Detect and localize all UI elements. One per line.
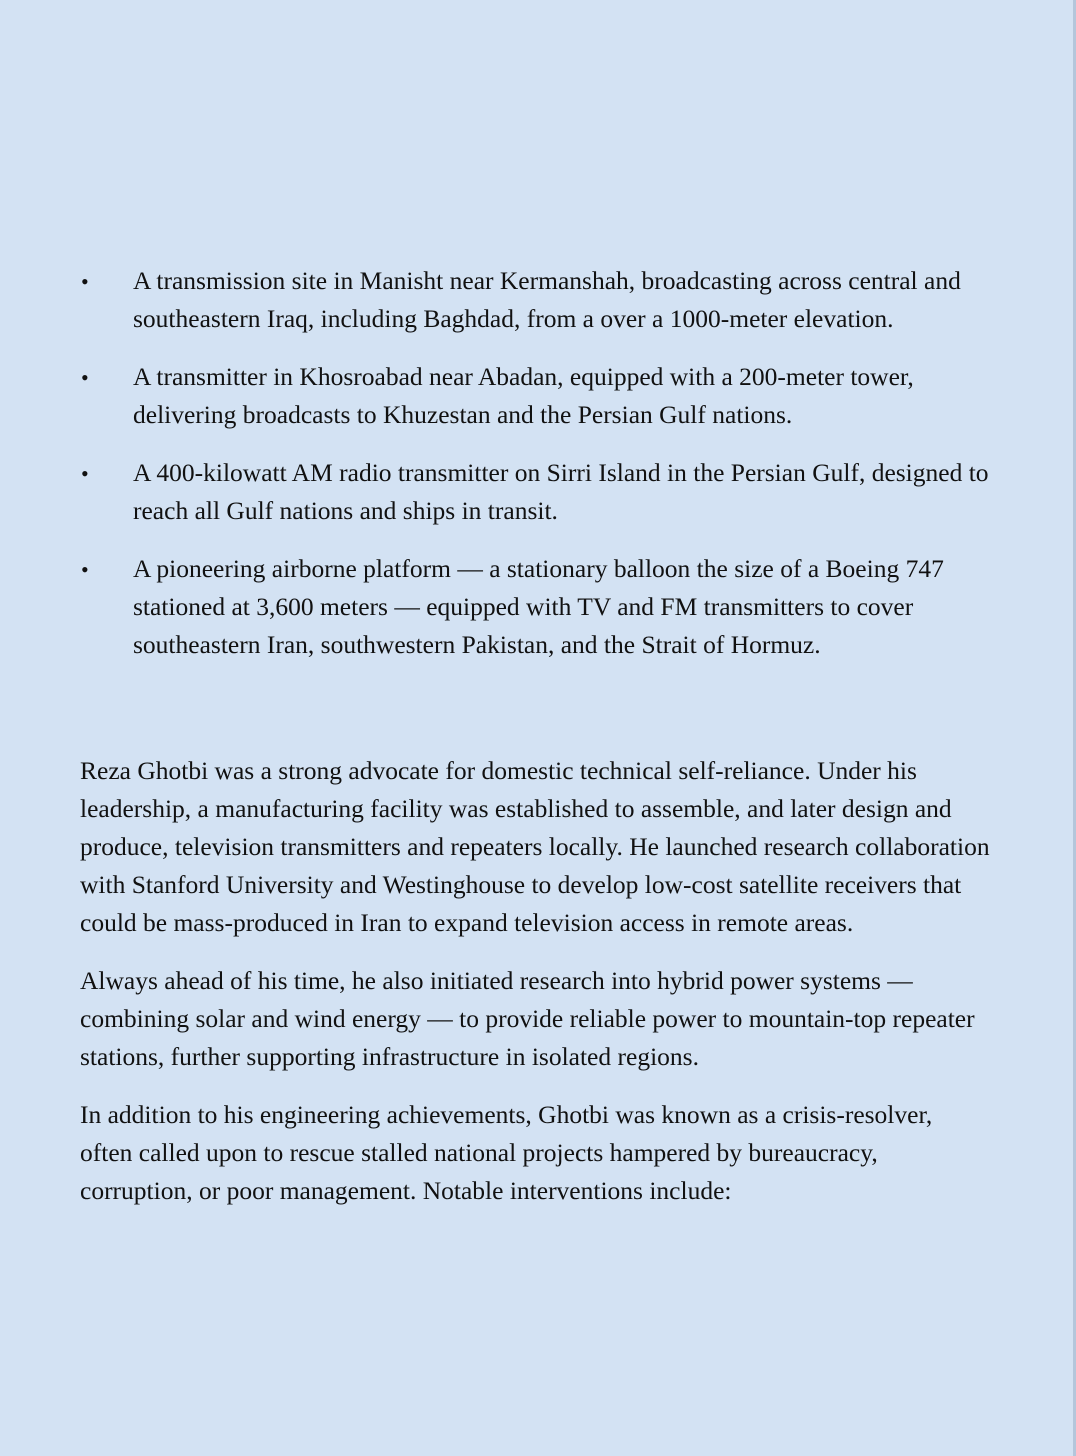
- bullet-item-airborne-platform: [80, 550, 990, 664]
- bullet-item-manisht: [80, 262, 990, 338]
- bullet-dot-icon: •: [81, 461, 89, 486]
- bullet-text: A transmitter in Khosroabad near Abadan, equipped with a 200-meter tower, delivering broadcasts to Khuzestan and the Persian Gulf nations.: [133, 362, 914, 429]
- bullet-dot-icon: •: [81, 557, 89, 582]
- bullet-item-sirri-island: [80, 454, 990, 530]
- bullet-text: A transmission site in Manisht near Kermanshah, broadcasting across central and southeastern Iraq, including Baghdad, from a over a 1000-meter elevation.: [133, 266, 961, 333]
- bullet-dot-icon: •: [81, 365, 89, 390]
- paragraph-hybrid-power: Always ahead of his time, he also initiated research into hybrid power systems — combining solar and wind energy — to provide reliable power to mountain-top repeater stations, further supporting infrastructure in isolated regions.: [80, 966, 975, 1071]
- bullet-dot-icon: •: [81, 269, 89, 294]
- paragraph-self-reliance: Reza Ghotbi was a strong advocate for domestic technical self-reliance. Under his leadership, a manufacturing facility was established to assemble, and later design and produce, television transmitters and repeaters locally. He launched research collaboration with Stanford University and Westinghouse to develop low-cost satellite receivers that could be mass-produced in Iran to expand television access in remote areas.: [80, 756, 990, 937]
- bullet-item-khosroabad: [80, 358, 990, 434]
- paragraph-crisis-resolver: In addition to his engineering achievements, Ghotbi was known as a crisis-resolver, often called upon to rescue stalled national projects hampered by bureaucracy, corruption, or poor management. Notable interventions include:: [80, 1100, 933, 1205]
- bullet-text: A pioneering airborne platform — a stationary balloon the size of a Boeing 747 stationed at 3,600 meters — equipped with TV and FM transmitters to cover southeastern Iran, southwestern Pakistan, and the Strait of Hormuz.: [133, 554, 944, 659]
- body-paragraphs: [80, 752, 990, 1210]
- transmitter-bullet-list: [80, 262, 990, 664]
- bullet-text: A 400-kilowatt AM radio transmitter on Sirri Island in the Persian Gulf, designed to reach all Gulf nations and ships in transit.: [133, 458, 989, 525]
- document-body: [80, 262, 990, 1230]
